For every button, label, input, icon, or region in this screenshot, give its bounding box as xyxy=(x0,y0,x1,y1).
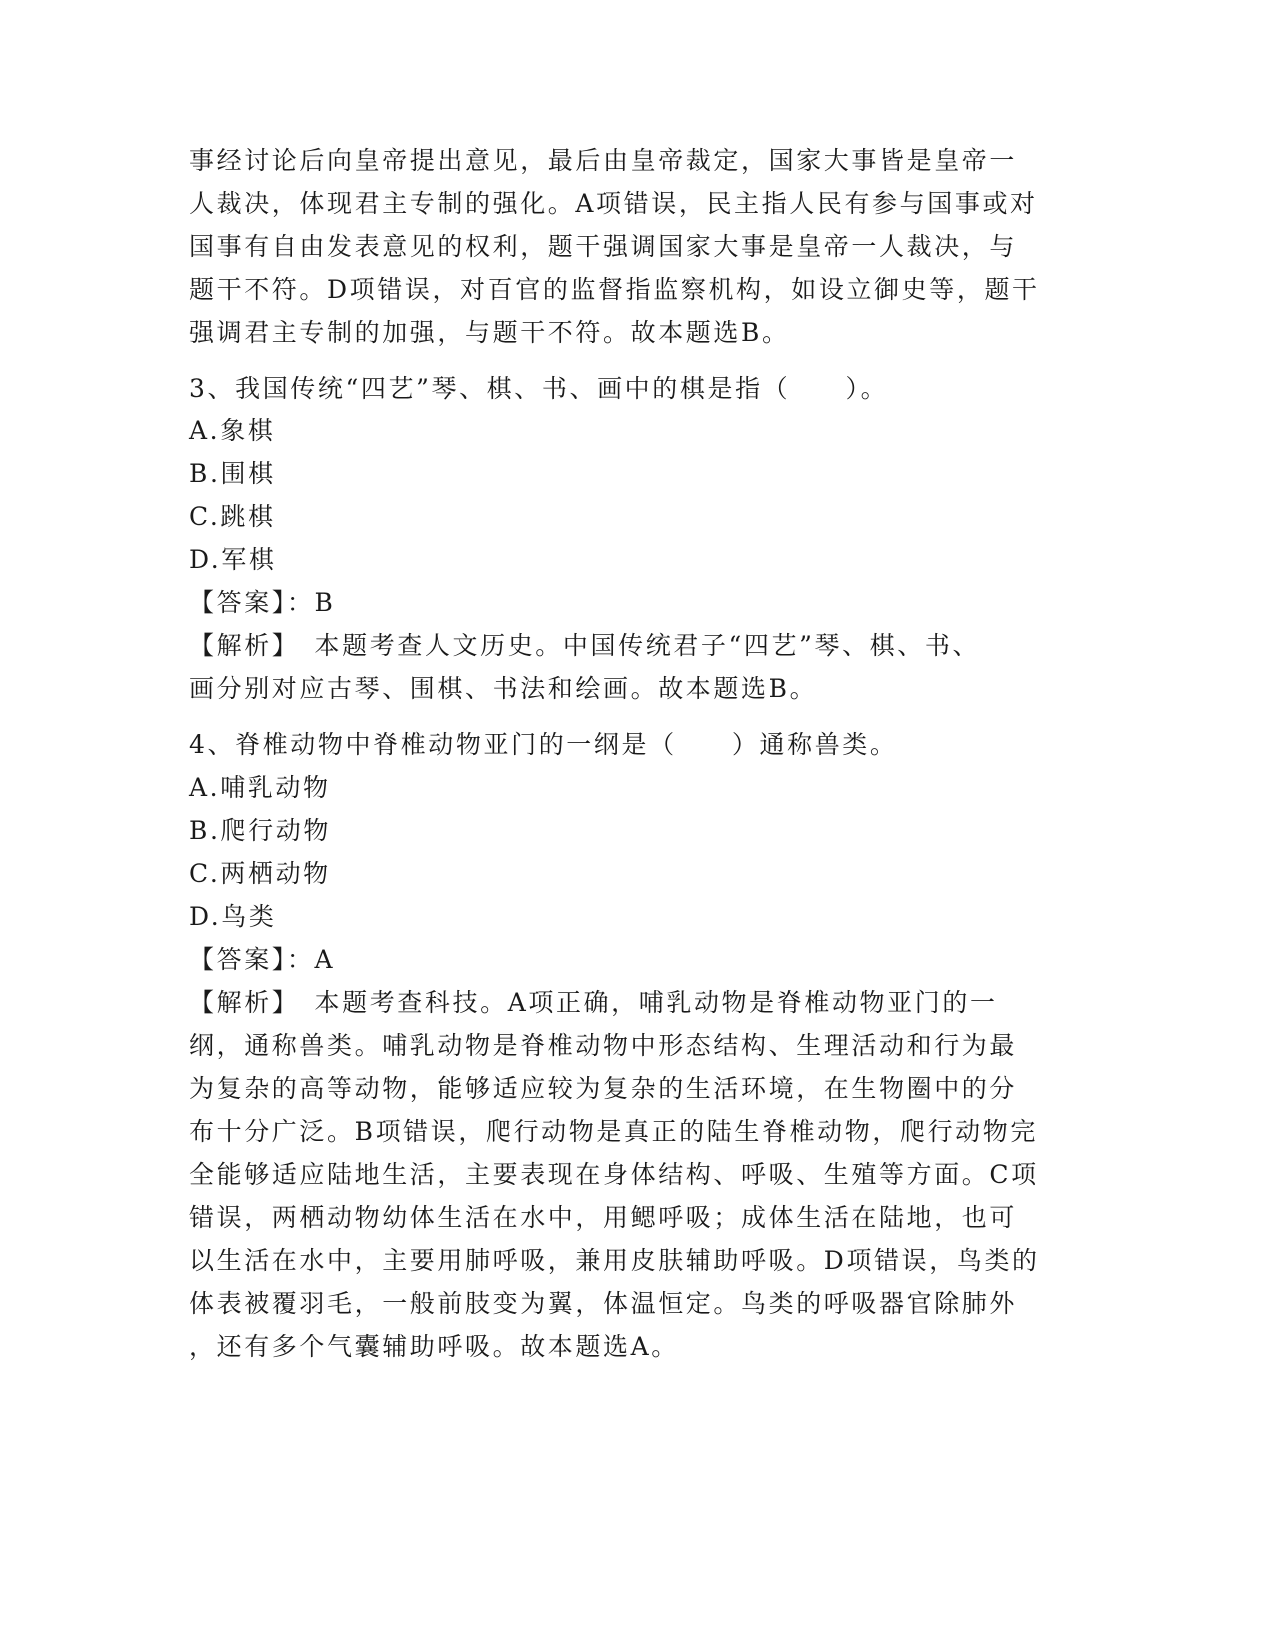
question-4-analysis-line: 以生活在水中，主要用肺呼吸，兼用皮肤辅助呼吸。D项错误，鸟类的 xyxy=(189,1246,1040,1275)
question-4-analysis-line: 【解析】 本题考查科技。A项正确，哺乳动物是脊椎动物亚门的一 xyxy=(189,988,998,1017)
question-3-option-b: B.围棋 xyxy=(189,459,276,488)
question-4-analysis-line: 全能够适应陆地生活，主要表现在身体结构、呼吸、生殖等方面。C项 xyxy=(189,1160,1039,1189)
question-4-stem: 4、脊椎动物中脊椎动物亚门的一纲是（ ）通称兽类。 xyxy=(189,730,898,759)
explanation-line: 国事有自由发表意见的权利，题干强调国家大事是皇帝一人裁决，与 xyxy=(189,232,1018,261)
explanation-line: 人裁决，体现君主专制的强化。A项错误，民主指人民有参与国事或对 xyxy=(189,189,1038,218)
question-3-analysis-line: 【解析】 本题考查人文历史。中国传统君子“四艺”琴、棋、书、 xyxy=(189,631,981,660)
question-3-analysis-line: 画分别对应古琴、围棋、书法和绘画。故本题选B。 xyxy=(189,674,818,703)
explanation-line: 事经讨论后向皇帝提出意见，最后由皇帝裁定，国家大事皆是皇帝一 xyxy=(189,146,1018,175)
explanation-line: 题干不符。D项错误，对百官的监督指监察机构，如设立御史等，题干 xyxy=(189,275,1040,304)
question-4-option-b: B.爬行动物 xyxy=(189,816,331,845)
question-3-option-c: C.跳棋 xyxy=(189,502,276,531)
question-4-answer: 【答案】：A xyxy=(189,945,336,974)
question-4-option-d: D.鸟类 xyxy=(189,902,277,931)
question-4-analysis-line: 错误，两栖动物幼体生活在水中，用鳃呼吸；成体生活在陆地，也可 xyxy=(189,1203,1018,1232)
question-3-option-d: D.军棋 xyxy=(189,545,277,574)
question-4-analysis-line: 体表被覆羽毛，一般前肢变为翼，体温恒定。鸟类的呼吸器官除肺外 xyxy=(189,1289,1018,1318)
question-3-option-a: A.象棋 xyxy=(189,416,276,445)
explanation-line: 强调君主专制的加强，与题干不符。故本题选B。 xyxy=(189,318,790,347)
question-4-analysis-line: 布十分广泛。B项错误，爬行动物是真正的陆生脊椎动物，爬行动物完 xyxy=(189,1117,1038,1146)
question-3-answer: 【答案】：B xyxy=(189,588,336,617)
question-4-analysis-line: 为复杂的高等动物，能够适应较为复杂的生活环境，在生物圈中的分 xyxy=(189,1074,1018,1103)
question-4-option-a: A.哺乳动物 xyxy=(189,773,331,802)
question-3-stem: 3、我国传统“四艺”琴、棋、书、画中的棋是指（ ）。 xyxy=(189,374,889,403)
question-4-analysis-line: ，还有多个气囊辅助呼吸。故本题选A。 xyxy=(189,1332,679,1361)
question-4-option-c: C.两栖动物 xyxy=(189,859,331,888)
question-4-analysis-line: 纲，通称兽类。哺乳动物是脊椎动物中形态结构、生理活动和行为最 xyxy=(189,1031,1018,1060)
